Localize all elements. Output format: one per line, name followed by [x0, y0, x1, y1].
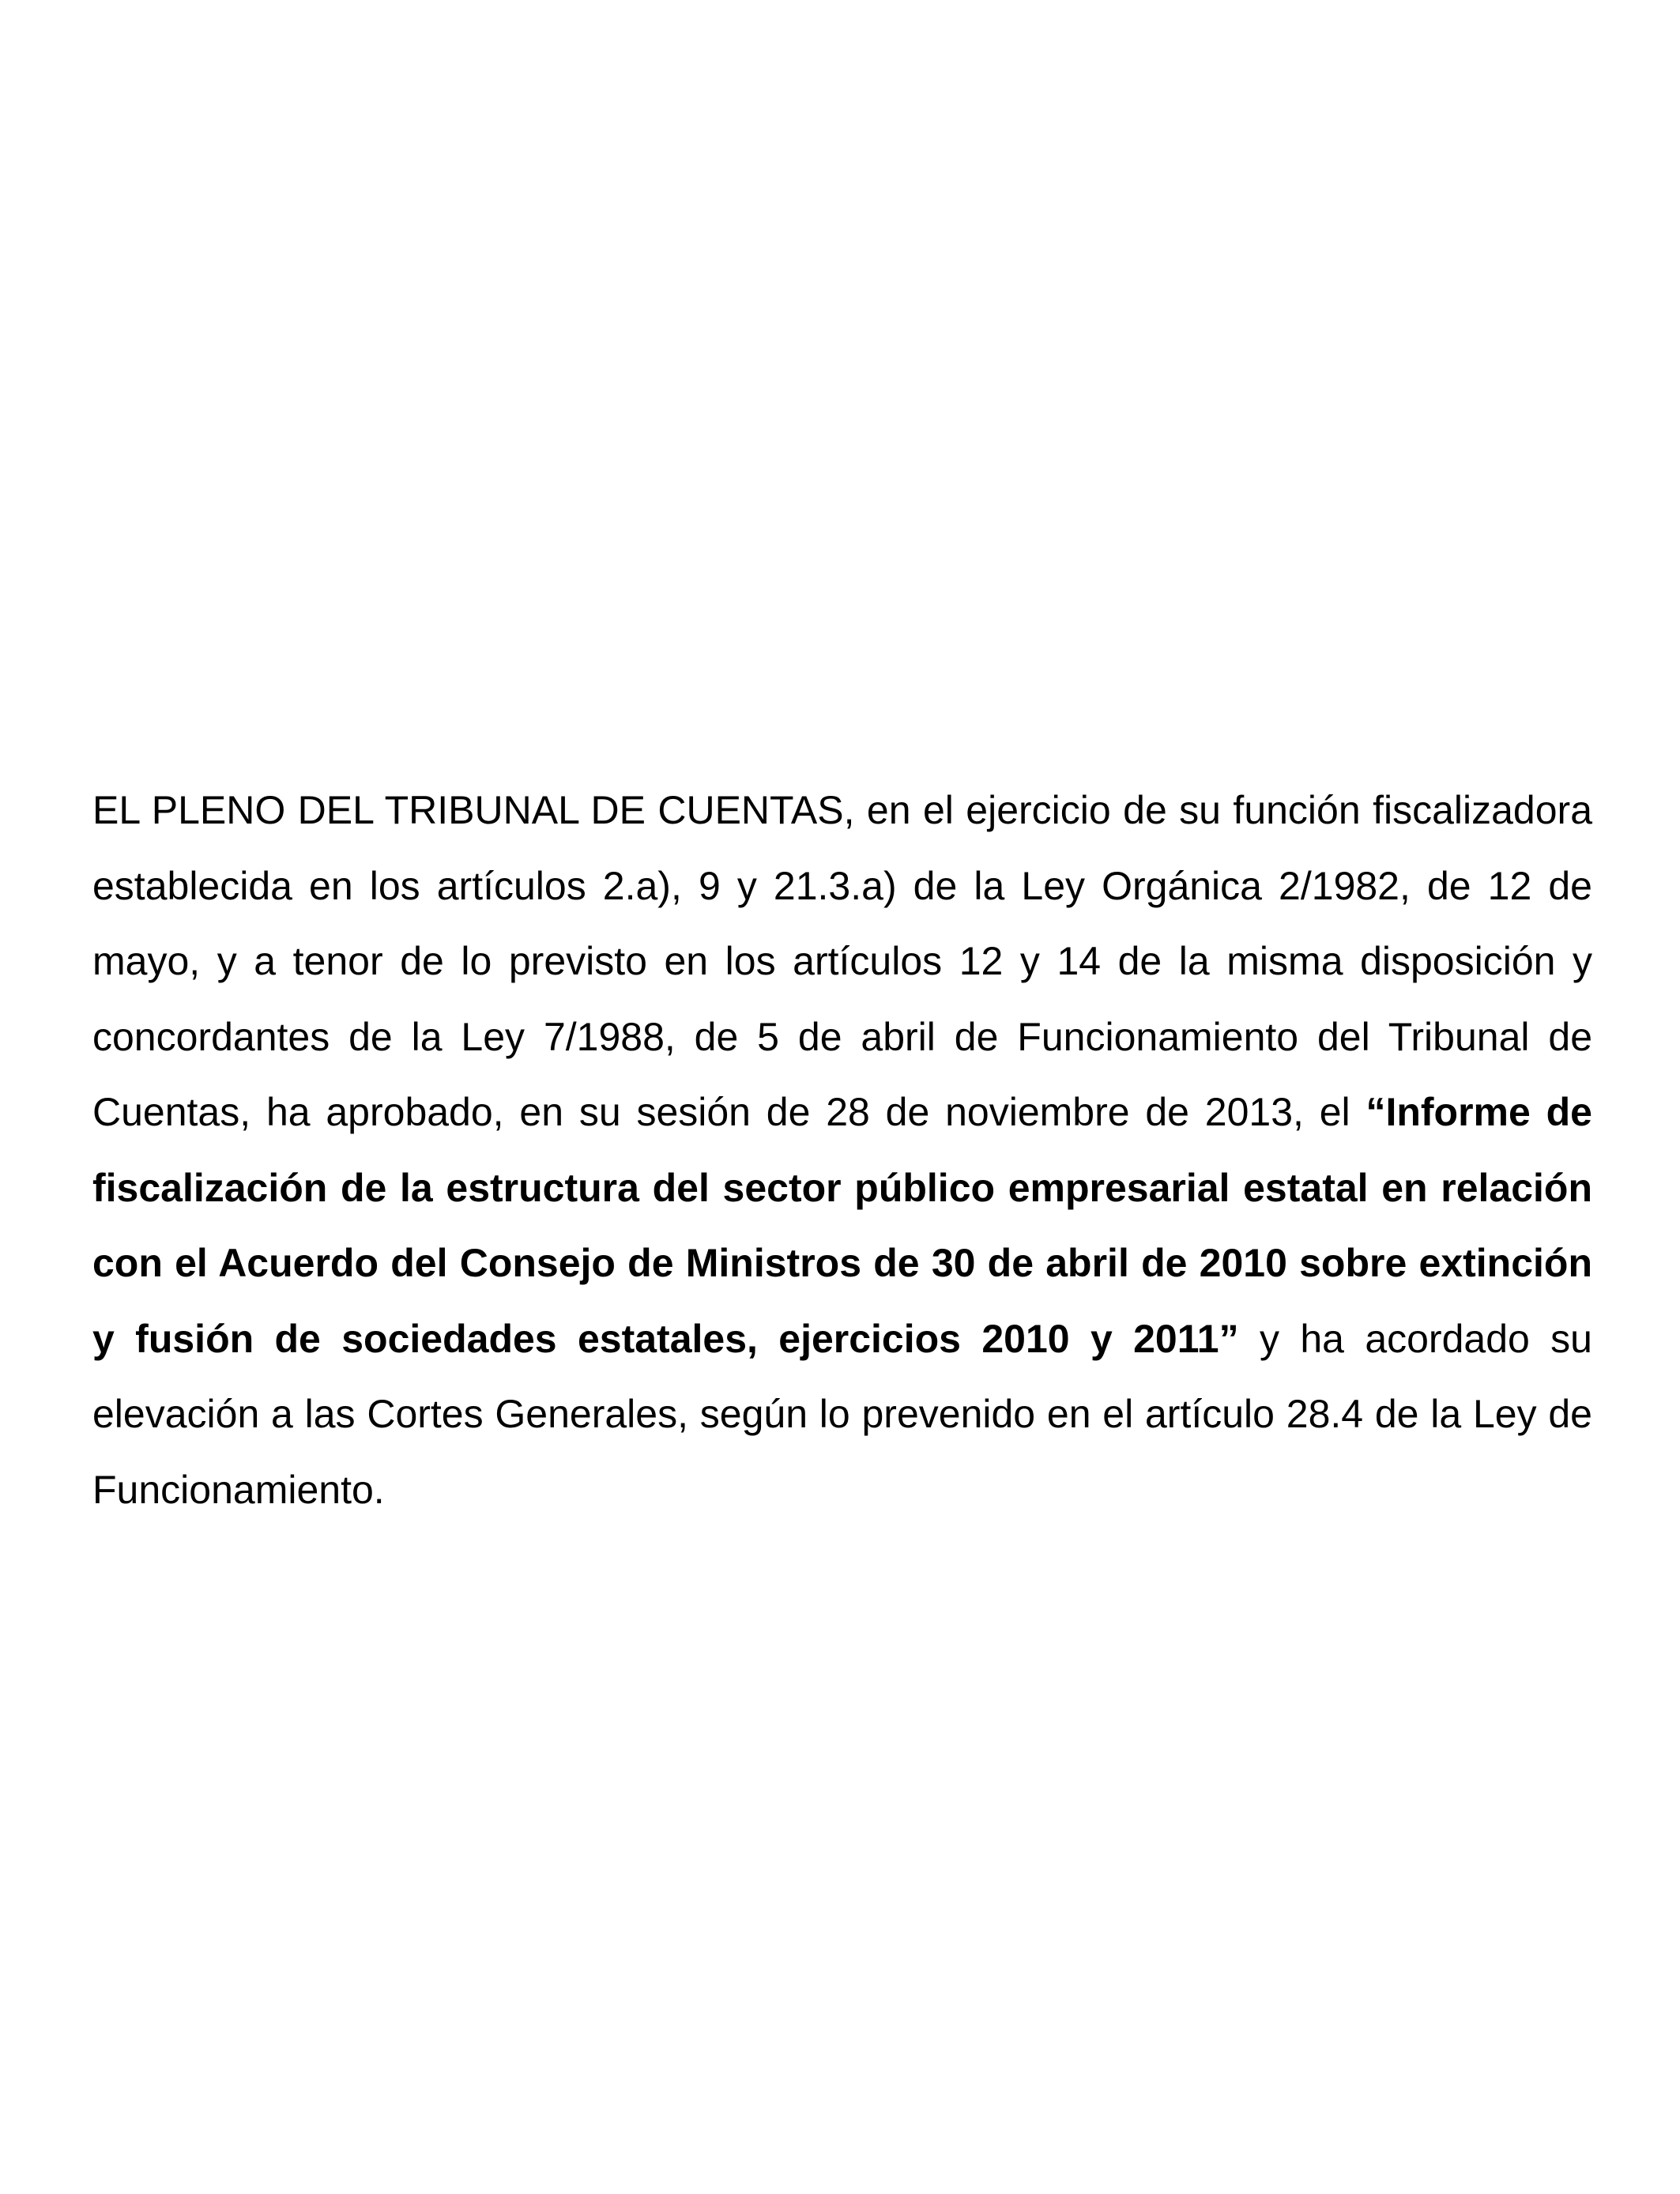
report-title: “Informe de fiscalización de la estructura del sector público empresarial estatal en relación con el Acuerdo del Consejo de Ministros de 30 de abril de 2010 sobre extinción y fusión de sociedades estatales, ejercicios 2010 y 2011” — [92, 1090, 1592, 1361]
paragraph-outro: y ha acordado su elevación a las Cortes Generales, según lo prevenido en el artículo 28.4 de la Ley de Funcionamiento. — [92, 1316, 1592, 1512]
resolution-paragraph — [92, 773, 1592, 1528]
paragraph-intro: EL PLENO DEL TRIBUNAL DE CUENTAS, en el ejercicio de su función fiscalizadora establecida en los artículos 2.a), 9 y 21.3.a) de la Ley Orgánica 2/1982, de 12 de mayo, y a tenor de lo previsto en los artículos 12 y 14 de la misma disposición y concordantes de la Ley 7/1988, de 5 de abril de Funcionamiento del Tribunal de Cuentas, ha aprobado, en su sesión de 28 de noviembre de 2013, el — [92, 788, 1592, 1134]
